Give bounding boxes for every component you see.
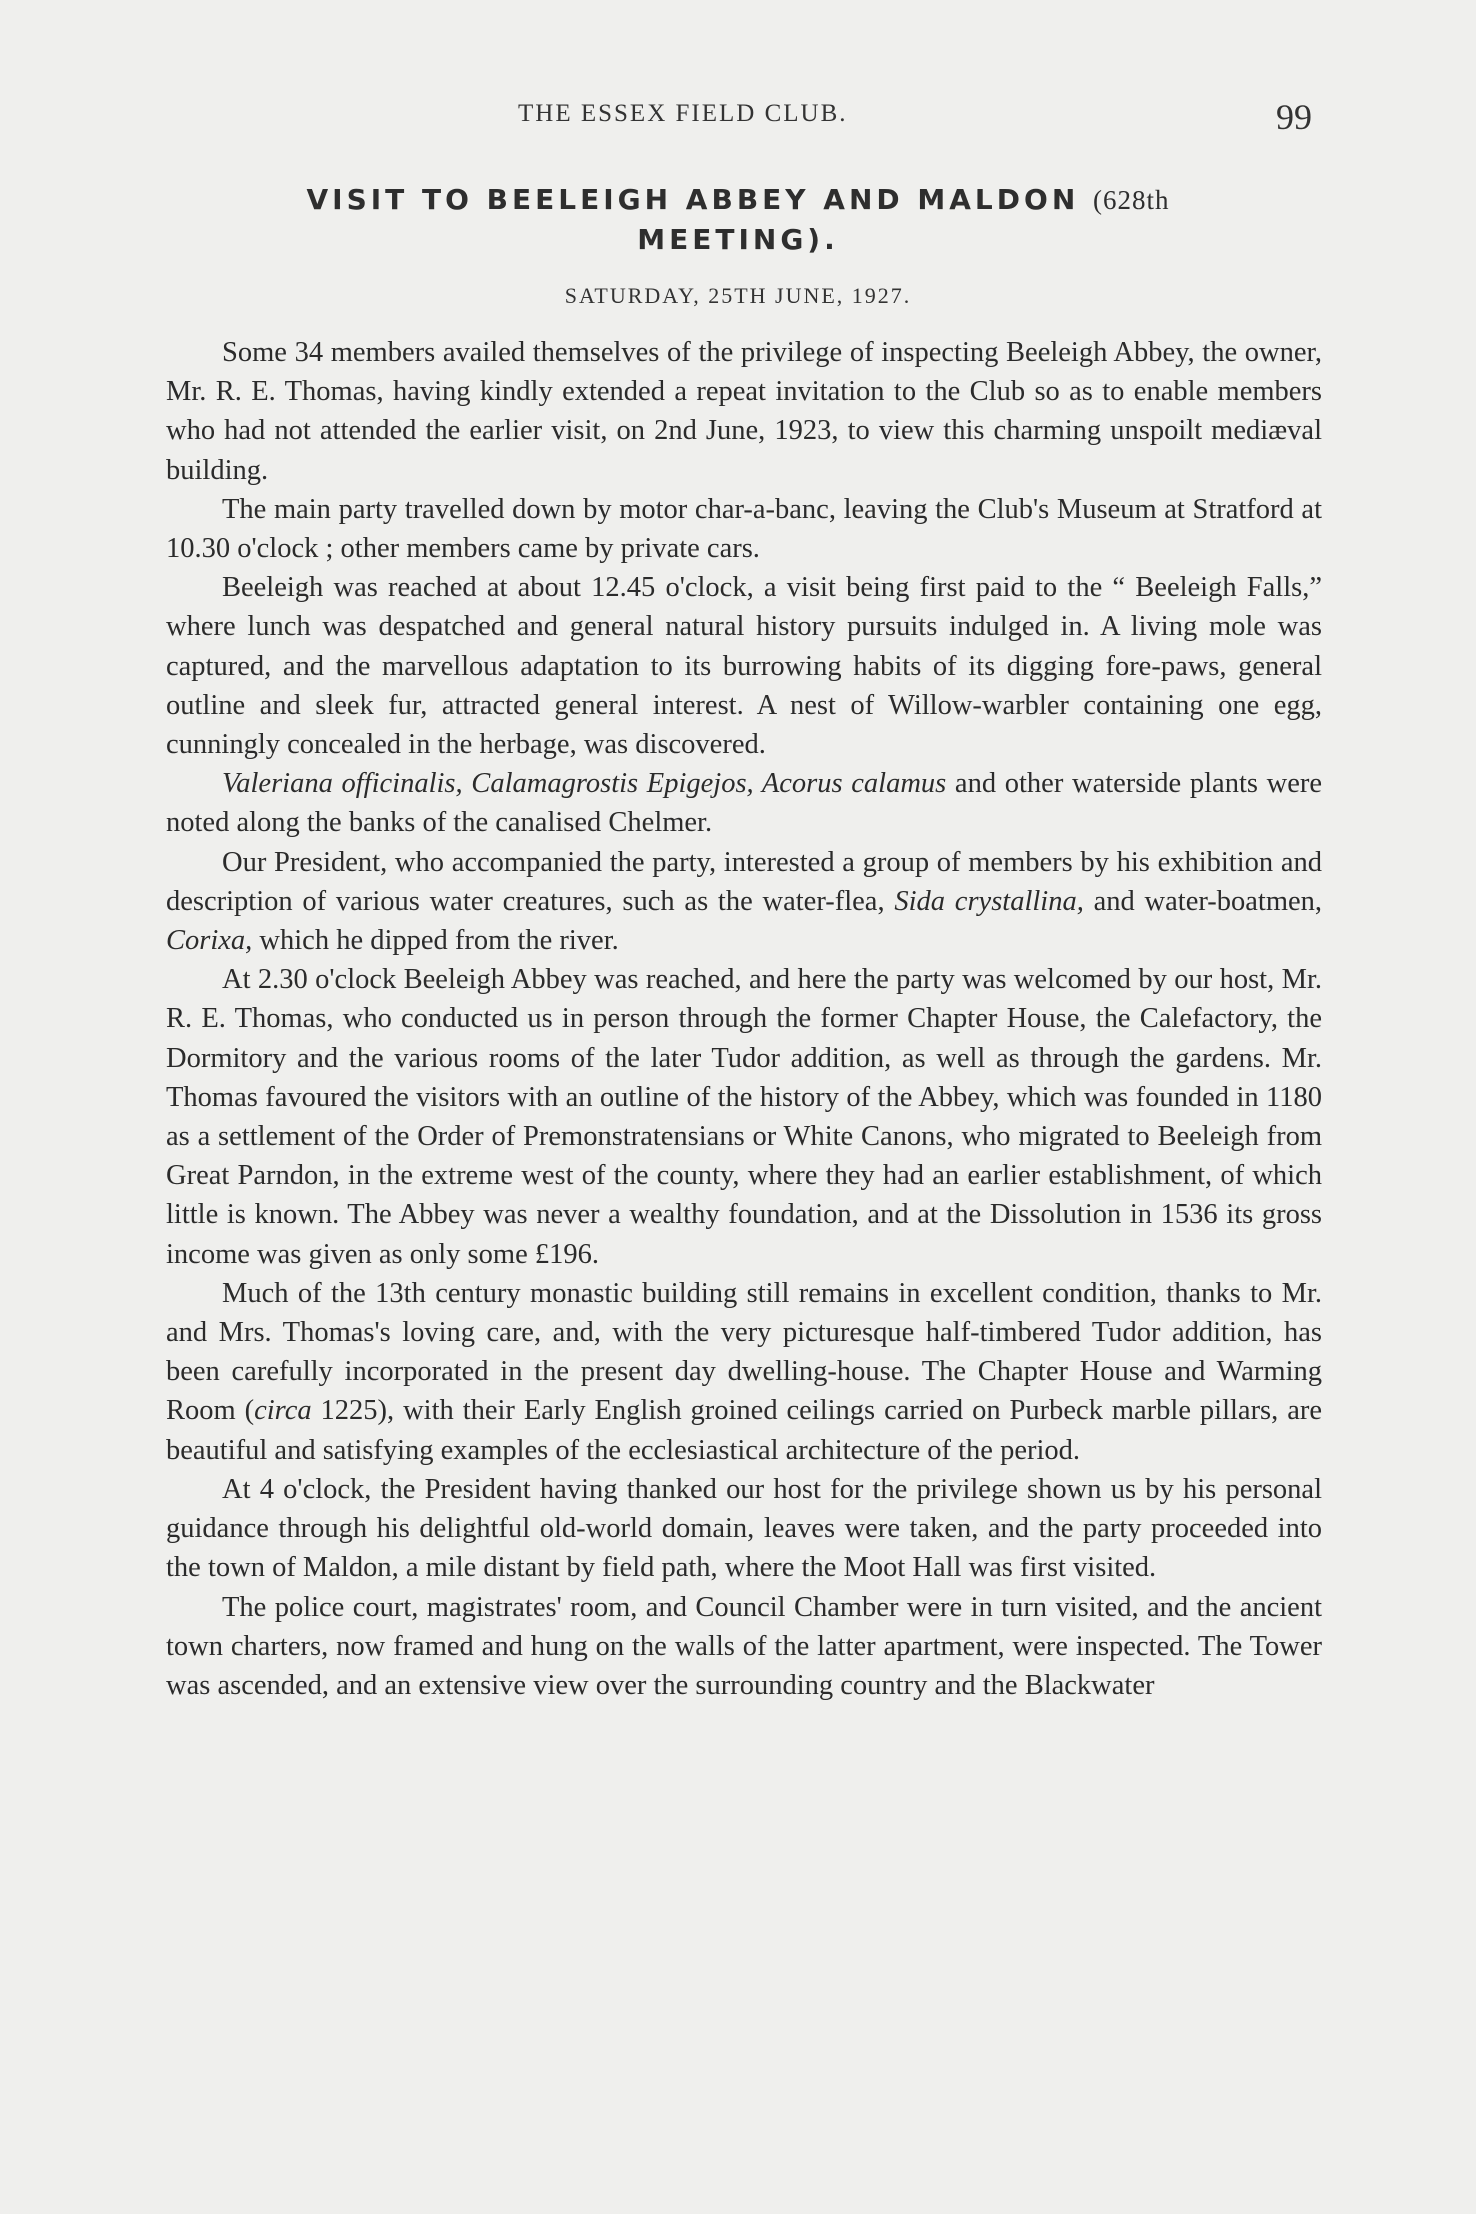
paragraph-9: The police court, magistrates' room, and Council Chamber were in turn visited, and the ancient town charters, now framed and hung on the walls of the latter apartment, were inspected. The Tower was ascended, and an extensive view over the surrounding country and the Blackwater bbox=[166, 1591, 1322, 1701]
heading-title-line2: MEETING). bbox=[637, 223, 839, 256]
heading-title-line1: VISIT TO BEELEIGH ABBEY AND MALDON bbox=[306, 183, 1080, 216]
paragraph-4 bbox=[166, 764, 1322, 842]
paragraph-7 bbox=[166, 1274, 1322, 1470]
heading-meeting-number: (628th bbox=[1093, 185, 1170, 215]
paragraph-3: Beeleigh was reached at about 12.45 o'clock, a visit being first paid to the “ Beeleigh Falls,” where lunch was despatched and general natural history pursuits indulged in. A living mole was captured, and the marvellous adaptation to its burrowing habits of its digging fore-paws, general outline and sleek fur, attracted general interest. A nest of Willow-warbler containing one egg, cunningly concealed in the herbage, was discovered. bbox=[166, 572, 1322, 761]
article-body bbox=[166, 333, 1322, 1705]
paragraph-5-text-c: which he dipped from the river. bbox=[252, 925, 619, 957]
species-sida: Sida crystallina, bbox=[894, 885, 1084, 917]
paragraph-6: At 2.30 o'clock Beeleigh Abbey was reached, and here the party was welcomed by our host, Mr. R. E. Thomas, who conducted us in person through the former Chapter House, the Calefactory, the Dormitory and the various rooms of the later Tudor addition, as well as through the gardens. Mr. Thomas favoured the visitors with an outline of the history of the Abbey, which was founded in 1180 as a settlement of the Order of Premonstratensians or White Canons, who migrated to Beeleigh from Great Parndon, in the extreme west of the county, where they had an earlier establishment, of which little is known. The Abbey was never a wealthy foundation, and at the Dissolution in 1536 its gross income was given as only some £196. bbox=[166, 964, 1322, 1270]
paragraph-5-text-a: Our President, who accompanied the party, interested a group of members by his exhibition and description of various water creatures, such as the water-flea, bbox=[166, 846, 1322, 917]
article-heading bbox=[150, 180, 1326, 260]
running-head bbox=[0, 96, 1476, 136]
paragraph-2: The main party travelled down by motor char-a-banc, leaving the Club's Museum at Stratford at 10.30 o'clock ; other members came by private cars. bbox=[166, 493, 1322, 565]
paragraph-5 bbox=[166, 843, 1322, 961]
paragraph-4-text: and other waterside plants were noted along the banks of the canalised Chelmer. bbox=[166, 768, 1323, 839]
running-title: THE ESSEX FIELD CLUB. bbox=[518, 100, 848, 127]
circa-term: circa bbox=[254, 1395, 312, 1427]
species-names: Valeriana officinalis, Calamagrostis Epigejos, Acorus calamus bbox=[222, 768, 947, 800]
paragraph-7-text-b: 1225), with their Early English groined ceilings carried on Purbeck marble pillars, are beautiful and satisfying examples of the ecclesiastical architecture of the period. bbox=[166, 1395, 1322, 1466]
paragraph-7-text-a: Much of the 13th century monastic building still remains in excellent condition, thanks to Mr. and Mrs. Thomas's loving care, and, with the very picturesque half-timbered Tudor addition, has been carefully incorporated in the present day dwelling-house. The Chapter House and Warming Room ( bbox=[166, 1277, 1322, 1427]
paragraph-5-text-b: and water-boatmen, bbox=[1083, 885, 1323, 917]
paragraph-8: At 4 o'clock, the President having thanked our host for the privilege shown us by his personal guidance through his delightful old-world domain, leaves were taken, and the party proceeded into the town of Maldon, a mile distant by field path, where the Moot Hall was first visited. bbox=[166, 1473, 1322, 1584]
page-number: 99 bbox=[1276, 97, 1312, 137]
paragraph-1: Some 34 members availed themselves of the privilege of inspecting Beeleigh Abbey, the owner, Mr. R. E. Thomas, having kindly extended a repeat invitation to the Club so as to enable members who had not attended the earlier visit, on 2nd June, 1923, to view this charming unspoilt mediæval building. bbox=[166, 337, 1322, 486]
species-corixa: Corixa, bbox=[166, 925, 253, 957]
meeting-date: SATURDAY, 25TH JUNE, 1927. bbox=[564, 283, 912, 308]
